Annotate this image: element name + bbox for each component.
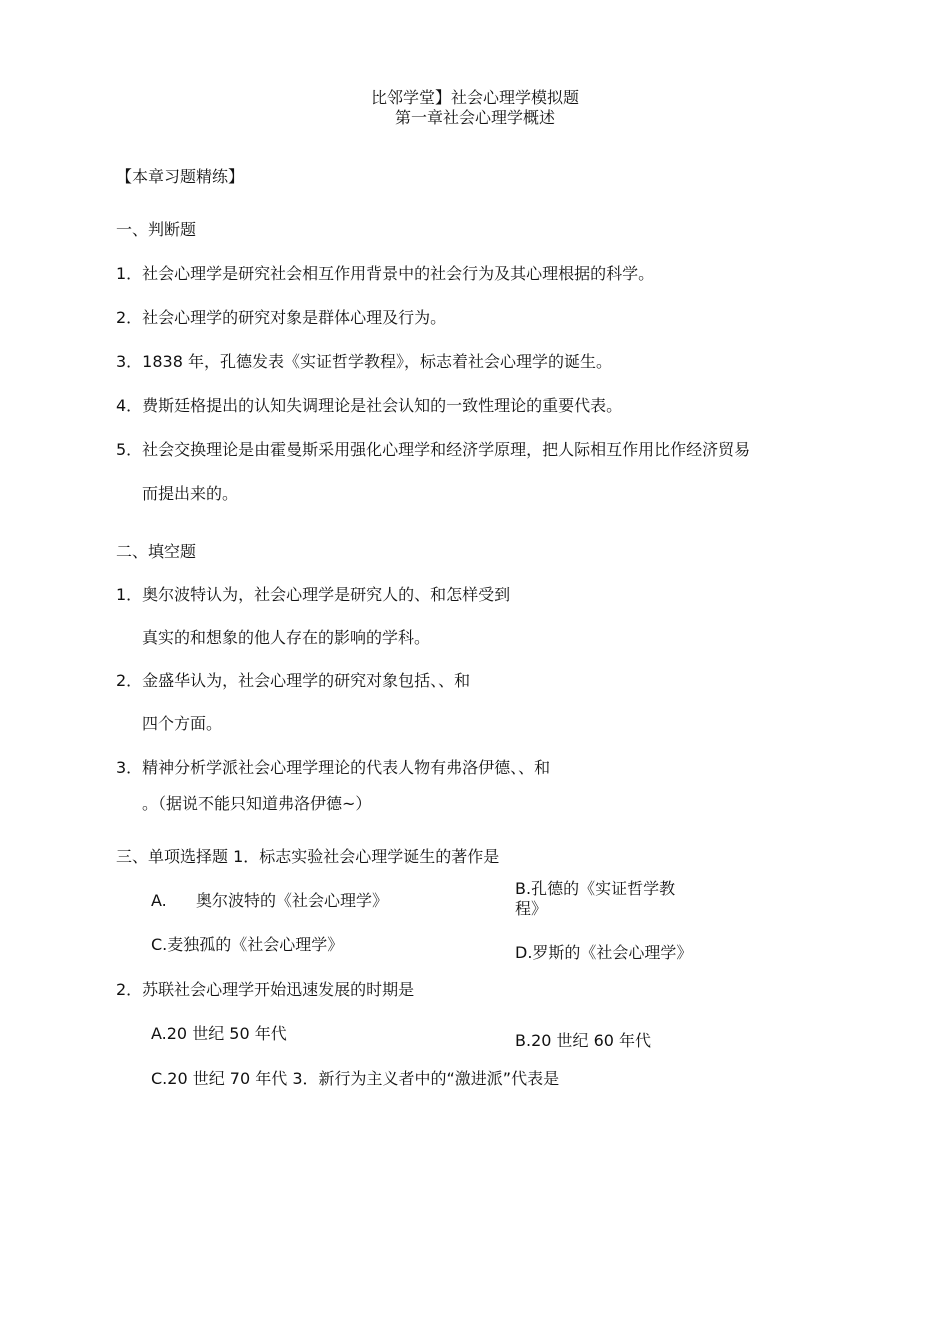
choice-q2-option-b: B.20 世纪 60 年代 bbox=[515, 1031, 652, 1050]
choice-q1-option-b-continued: 程》 bbox=[515, 899, 548, 918]
page-title: 比邻学堂】社会心理学模拟题 bbox=[370, 88, 579, 107]
choice-question-2: 2．苏联社会心理学开始迅速发展的时期是 bbox=[116, 980, 415, 999]
fill-question-3: 3．精神分析学派社会心理学理论的代表人物有弗洛伊德、、和 bbox=[116, 758, 551, 777]
choice-q1-option-b: B.孔德的《实证哲学教 bbox=[515, 879, 676, 898]
choice-q1-option-d: D.罗斯的《社会心理学》 bbox=[515, 943, 693, 962]
choice-heading-question-1: 三、单项选择题 1．标志实验社会心理学诞生的著作是 bbox=[116, 847, 500, 866]
judgment-heading: 一、判断题 bbox=[116, 220, 197, 239]
choice-q1-option-a-label: A. bbox=[151, 891, 167, 910]
choice-q2-option-a: A.20 世纪 50 年代 bbox=[151, 1024, 287, 1043]
fill-question-2: 2．金盛华认为，社会心理学的研究对象包括、、和 bbox=[116, 671, 471, 690]
choice-q2-option-c-and-question-3: C.20 世纪 70 年代 3．新行为主义者中的“激进派”代表是 bbox=[151, 1069, 560, 1088]
judgment-question-4: 4．费斯廷格提出的认知失调理论是社会认知的一致性理论的重要代表。 bbox=[116, 396, 623, 415]
judgment-question-5-continued: 而提出来的。 bbox=[142, 484, 239, 503]
judgment-question-1: 1．社会心理学是研究社会相互作用背景中的社会行为及其心理根据的科学。 bbox=[116, 264, 655, 283]
fill-question-1-continued: 真实的和想象的他人存在的影响的学科。 bbox=[142, 628, 431, 647]
section-heading: 【本章习题精练】 bbox=[116, 167, 245, 186]
chapter-title: 第一章社会心理学概述 bbox=[394, 108, 555, 127]
choice-q1-option-c: C.麦独孤的《社会心理学》 bbox=[151, 935, 344, 954]
choice-q1-option-a: 奥尔波特的《社会心理学》 bbox=[196, 891, 389, 910]
fill-question-1: 1．奥尔波特认为，社会心理学是研究人的、和怎样受到 bbox=[116, 585, 511, 604]
fill-heading: 二、填空题 bbox=[116, 542, 197, 561]
fill-question-3-continued: 。（据说不能只知道弗洛伊德~） bbox=[142, 794, 372, 813]
judgment-question-3: 3．1838 年，孔德发表《实证哲学教程》，标志着社会心理学的诞生。 bbox=[116, 352, 612, 371]
fill-question-2-continued: 四个方面。 bbox=[142, 714, 223, 733]
judgment-question-2: 2．社会心理学的研究对象是群体心理及行为。 bbox=[116, 308, 447, 327]
judgment-question-5: 5．社会交换理论是由霍曼斯采用强化心理学和经济学原理，把人际相互作用比作经济贸易 bbox=[116, 440, 751, 459]
